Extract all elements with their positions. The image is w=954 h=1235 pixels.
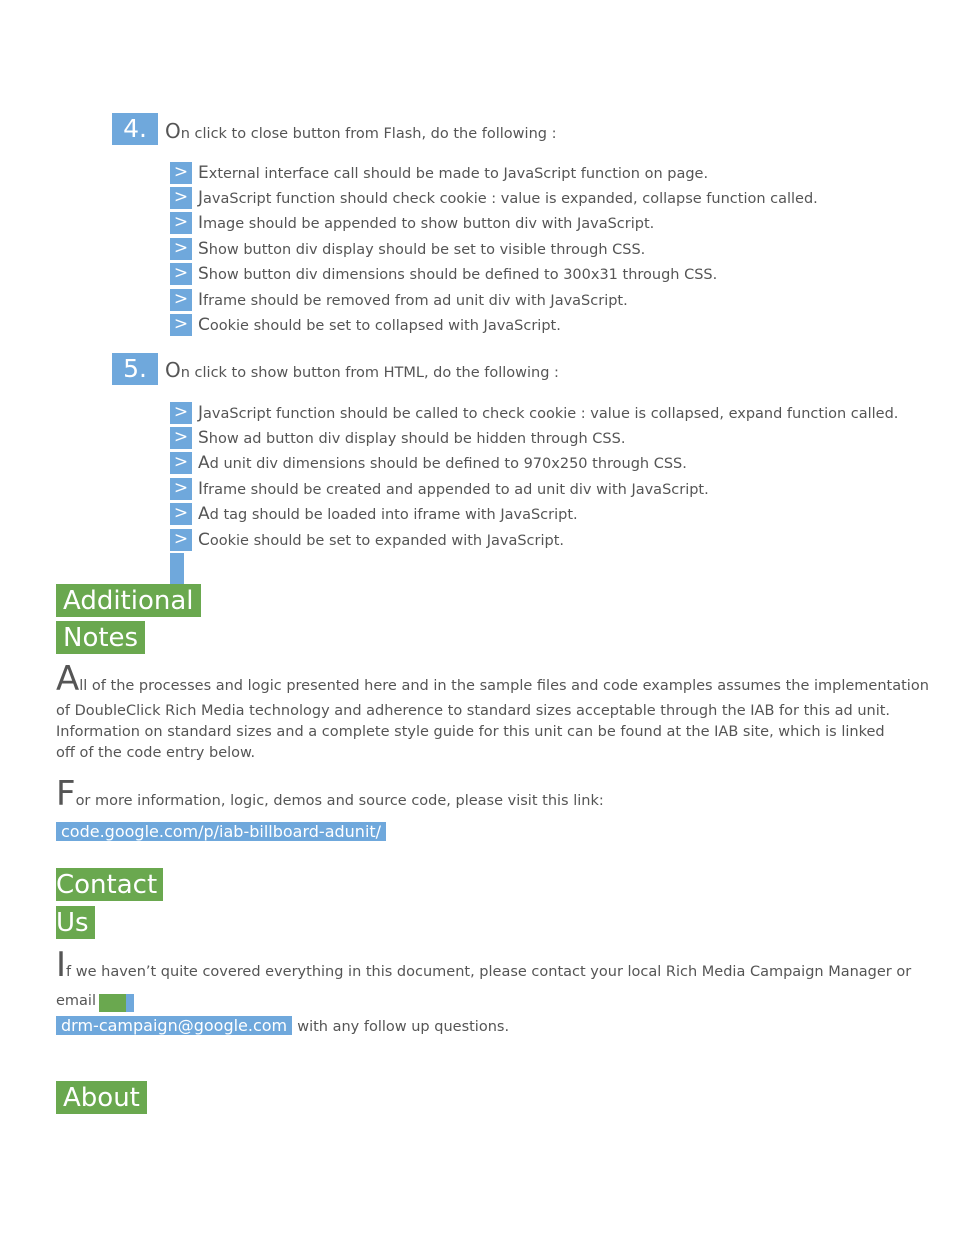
list-item <box>170 425 898 450</box>
list-item <box>170 185 818 210</box>
chevron-right-icon: > <box>170 452 192 474</box>
step-number-4: 4. <box>112 113 158 145</box>
item-cap: E <box>198 162 209 183</box>
contact-heading-line2: Us <box>56 906 95 939</box>
notes-para2-text: or more information, logic, demos and source code, please visit this link: <box>75 793 604 809</box>
contact-paragraph <box>56 945 912 985</box>
item-text: avaScript function should check cookie : value is expanded, collapse function called. <box>203 191 818 208</box>
chevron-right-icon: > <box>170 402 192 424</box>
drop-cap: I <box>56 945 67 985</box>
list-item <box>170 236 818 261</box>
step-5-title-cap: O <box>165 358 181 382</box>
chevron-right-icon: > <box>170 162 192 184</box>
email-label: email <box>56 993 96 1009</box>
list-item <box>170 502 898 527</box>
item-text: ookie should be set to collapsed with JavaScript. <box>209 318 561 335</box>
chevron-right-icon: > <box>170 238 192 260</box>
item-cap: J <box>198 402 204 423</box>
chevron-right-icon: > <box>170 187 192 209</box>
list-item <box>170 527 898 552</box>
item-cap: C <box>198 315 210 336</box>
list-item <box>170 262 818 287</box>
step-5-list <box>170 400 898 552</box>
item-text: xternal interface call should be made to JavaScript function on page. <box>208 165 709 182</box>
item-text: how ad button div display should be hidden through CSS. <box>208 431 626 448</box>
chevron-right-icon: > <box>170 503 192 525</box>
item-text: mage should be appended to show button div with JavaScript. <box>203 216 655 233</box>
item-text: avaScript function should be called to check cookie : value is collapsed, expand function called. <box>203 405 899 422</box>
step-4-title <box>165 119 556 143</box>
project-link[interactable]: code.google.com/p/iab-billboard-adunit/ <box>56 822 386 841</box>
list-item <box>170 211 818 236</box>
item-cap: I <box>198 478 204 499</box>
email-highlight-green <box>99 994 126 1012</box>
list-accent-bar <box>170 553 184 585</box>
list-item <box>170 476 898 501</box>
item-cap: S <box>198 264 209 285</box>
item-text: how button div display should be set to visible through CSS. <box>208 241 646 258</box>
drop-cap: F <box>56 774 76 814</box>
contact-para-first-line: f we haven’t quite covered everything in this document, please contact your local Rich Media Campaign Manager or <box>66 964 912 980</box>
notes-paragraph-1 <box>56 659 929 764</box>
chevron-right-icon: > <box>170 529 192 551</box>
item-cap: S <box>198 238 209 259</box>
list-item <box>170 451 898 476</box>
item-cap: J <box>198 188 204 209</box>
item-text: d tag should be loaded into iframe with JavaScript. <box>209 507 578 524</box>
list-item <box>170 160 818 185</box>
step-4-title-rest: n click to close button from Flash, do the following : <box>180 126 557 142</box>
item-cap: A <box>198 504 210 525</box>
notes-paragraph-2 <box>56 774 906 814</box>
email-link[interactable]: drm-campaign@google.com <box>56 1016 292 1035</box>
chevron-right-icon: > <box>170 212 192 234</box>
chevron-right-icon: > <box>170 263 192 285</box>
about-heading: About <box>56 1081 147 1114</box>
email-line <box>56 1016 509 1035</box>
item-text: frame should be created and appended to ad unit div with JavaScript. <box>203 481 709 498</box>
additional-notes-heading-line2: Notes <box>56 621 145 654</box>
item-text: how button div dimensions should be defined to 300x31 through CSS. <box>208 267 718 284</box>
step-4-title-cap: O <box>165 119 181 143</box>
email-trailing-text: with any follow up questions. <box>297 1019 510 1035</box>
step-4-list <box>170 160 818 338</box>
item-cap: S <box>198 428 209 449</box>
email-label-line <box>56 993 96 1009</box>
chevron-right-icon: > <box>170 289 192 311</box>
step-5-title-rest: n click to show button from HTML, do the following : <box>180 365 559 381</box>
chevron-right-icon: > <box>170 427 192 449</box>
chevron-right-icon: > <box>170 314 192 336</box>
item-cap: I <box>198 213 204 234</box>
email-highlight-blue <box>126 994 134 1012</box>
step-5-title <box>165 358 559 382</box>
item-cap: C <box>198 529 210 550</box>
item-cap: I <box>198 289 204 310</box>
item-text: d unit div dimensions should be defined to 970x250 through CSS. <box>209 456 687 473</box>
list-item <box>170 312 818 337</box>
contact-heading-line1: Contact <box>56 868 163 901</box>
step-number-5: 5. <box>112 353 158 385</box>
item-text: ookie should be set to expanded with JavaScript. <box>209 532 565 549</box>
drop-cap: A <box>56 659 80 699</box>
list-item <box>170 400 898 425</box>
notes-para1-rest: of DoubleClick Rich Media technology and adherence to standard sizes acceptable through the IAB for this ad unit. Information on standard sizes and a complete style guide for this unit can be found at the IAB site, which is linked off of the code entry below. <box>56 703 891 761</box>
item-text: frame should be removed from ad unit div with JavaScript. <box>203 292 628 309</box>
list-item <box>170 287 818 312</box>
chevron-right-icon: > <box>170 478 192 500</box>
additional-notes-heading-line1: Additional <box>56 584 201 617</box>
item-cap: A <box>198 453 210 474</box>
notes-para1-first-line: ll of the processes and logic presented here and in the sample files and code examples assumes the implementation <box>79 678 929 694</box>
